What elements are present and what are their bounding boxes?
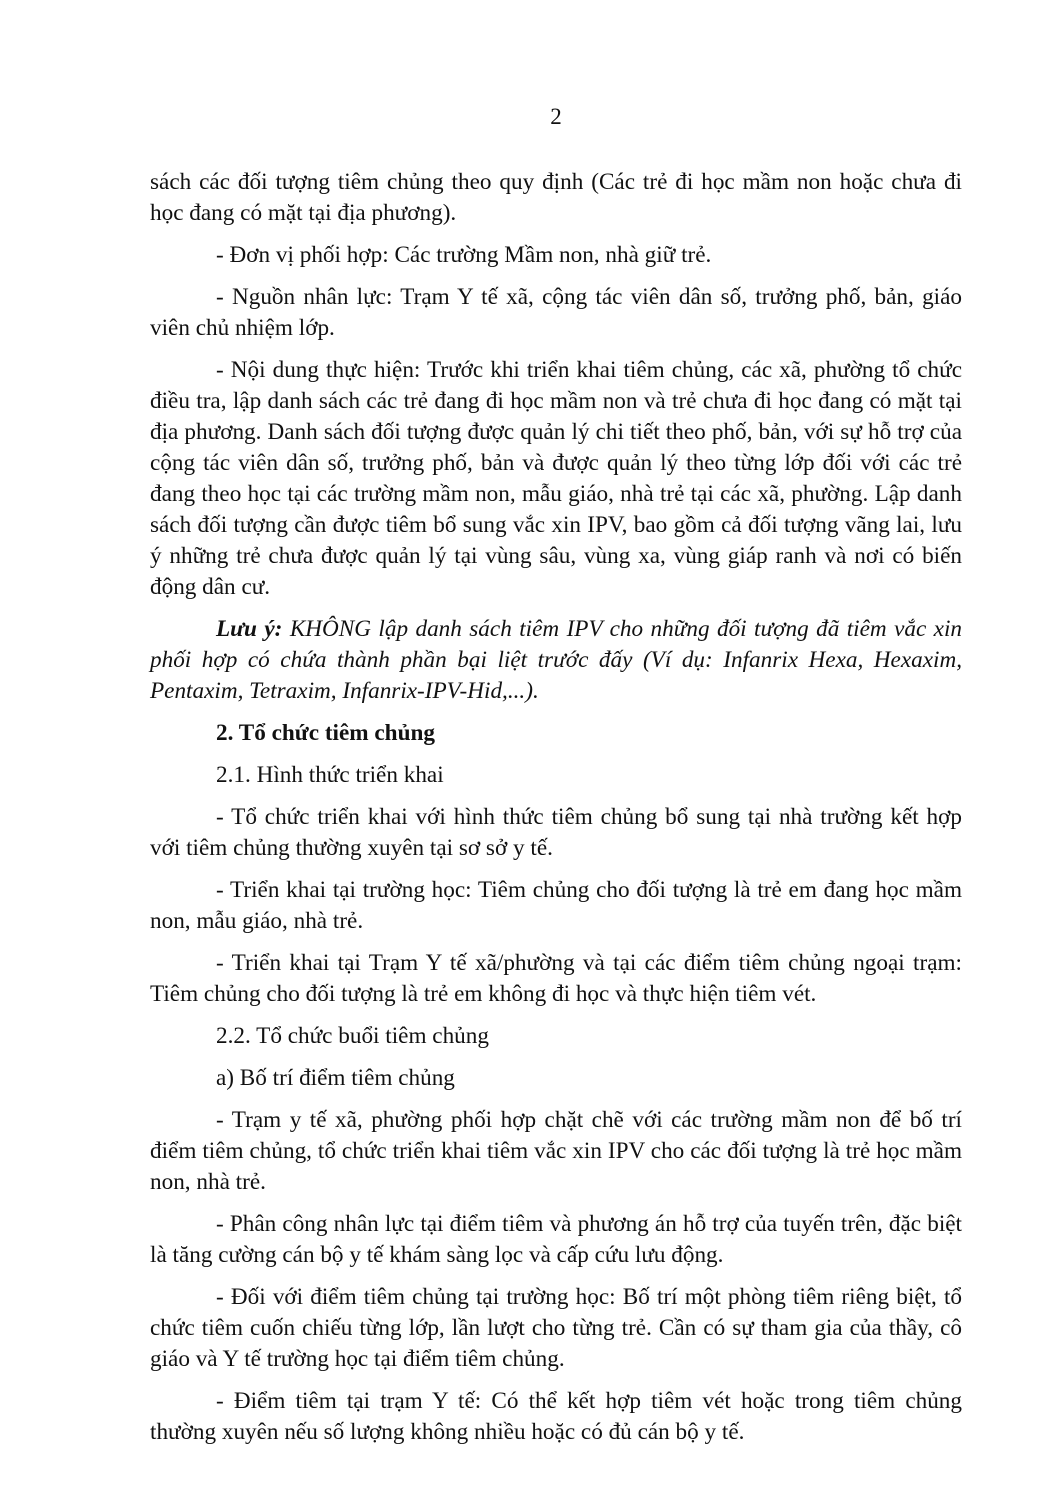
paragraph-station-deployment: - Triển khai tại Trạm Y tế xã/phường và tại các điểm tiêm chủng ngoại trạm: Tiêm chủng cho đối tượng là trẻ em không đi học và thực hiện tiêm vét. [150, 950, 962, 1007]
section-heading-2: 2. Tổ chức tiêm chủng [216, 720, 435, 746]
paragraph-school-deployment: - Triển khai tại trường học: Tiêm chủng cho đối tượng là trẻ em đang học mầm non, mẫu giáo, nhà trẻ. [150, 877, 962, 934]
paragraph-implementation-content: - Nội dung thực hiện: Trước khi triển khai tiêm chủng, các xã, phường tổ chức điều tra, lập danh sách các trẻ đang đi học mầm non và trẻ chưa đi học đang có mặt tại địa phương. Danh sách đối tượng được quản lý chi tiết theo phố, bản, với sự hỗ trợ của cộng tác viên dân số, trưởng phố, bản và được quản lý theo từng lớp đối với các trẻ đang theo học tại các trường mầm non, mẫu giáo, nhà trẻ tại các xã, phường. Lập danh sách đối tượng cần được tiêm bổ sung vắc xin IPV, bao gồm cả đối tượng vãng lai, lưu ý những trẻ chưa được quản lý tại vùng sâu, vùng xa, vùng giáp ranh và nơi có biến động dân cư. [150, 357, 962, 600]
paragraph-note [150, 614, 962, 707]
subsection-heading-a: a) Bố trí điểm tiêm chủng [216, 1065, 455, 1091]
note-label: Lưu ý: [216, 616, 283, 642]
paragraph-station-site: - Điểm tiêm tại trạm Y tế: Có thể kết hợp tiêm vét hoặc trong tiêm chủng thường xuyên nếu số lượng không nhiều hoặc có đủ cán bộ y tế. [150, 1388, 962, 1445]
document-body [150, 167, 962, 1459]
note-text: KHÔNG lập danh sách tiêm IPV cho những đối tượng đã tiêm vắc xin phối hợp có chứa thành phần bại liệt trước đấy (Ví dụ: Infanrix Hexa, Hexaxim, Pentaxim, Tetraxim, Infanrix-IPV-Hid,...). [150, 616, 963, 704]
paragraph-coordination: - Trạm y tế xã, phường phối hợp chặt chẽ với các trường mầm non để bố trí điểm tiêm chủng, tổ chức triển khai tiêm vắc xin IPV cho các đối tượng là trẻ học mầm non, nhà trẻ. [150, 1107, 962, 1195]
paragraph-school-site: - Đối với điểm tiêm chủng tại trường học: Bố trí một phòng tiêm riêng biệt, tổ chức tiêm cuốn chiếu từng lớp, lần lượt cho từng trẻ. Cần có sự tham gia của thầy, cô giáo và Y tế trường học tại điểm tiêm chủng. [150, 1284, 962, 1372]
paragraph-coordinating-unit: - Đơn vị phối hợp: Các trường Mầm non, nhà giữ trẻ. [216, 242, 712, 268]
subsection-heading-2-2: 2.2. Tổ chức buổi tiêm chủng [216, 1023, 489, 1049]
paragraph-staffing: - Phân công nhân lực tại điểm tiêm và phương án hỗ trợ của tuyến trên, đặc biệt là tăng cường cán bộ y tế khám sàng lọc và cấp cứu lưu động. [150, 1211, 962, 1268]
paragraph-deployment-form: - Tổ chức triển khai với hình thức tiêm chủng bổ sung tại nhà trường kết hợp với tiêm chủng thường xuyên tại sơ sở y tế. [150, 804, 962, 861]
page-number: 2 [550, 104, 562, 129]
paragraph-continuation: sách các đối tượng tiêm chủng theo quy định (Các trẻ đi học mầm non hoặc chưa đi học đang có mặt tại địa phương). [150, 169, 962, 226]
subsection-heading-2-1: 2.1. Hình thức triển khai [216, 762, 444, 788]
paragraph-human-resources: - Nguồn nhân lực: Trạm Y tế xã, cộng tác viên dân số, trưởng phố, bản, giáo viên chủ nhiệm lớp. [150, 284, 962, 341]
